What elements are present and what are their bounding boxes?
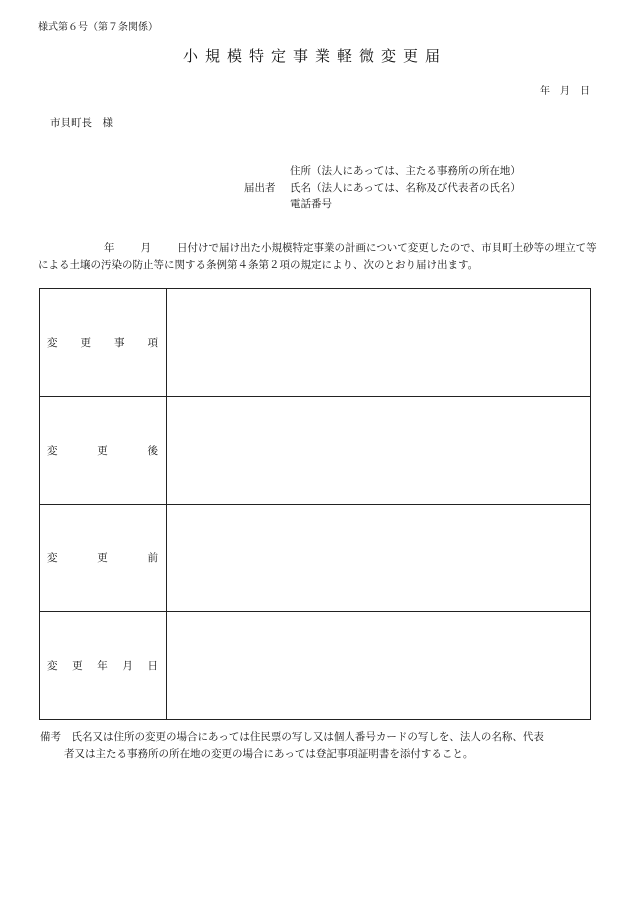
label-char: 変 [47, 552, 58, 565]
document-title: 小規模特定事業軽微変更届 [182, 47, 447, 65]
label-char: 前 [147, 552, 158, 565]
label-char: 月 [122, 660, 133, 673]
form-number: 様式第６号（第７条関係） [38, 22, 158, 33]
row-label-change-item [40, 289, 167, 397]
label-char: 変 [47, 660, 58, 673]
table-row [40, 612, 591, 720]
change-table [39, 288, 591, 720]
label-char: 日 [147, 660, 158, 673]
row-label-before-change [40, 504, 167, 612]
change-item-value[interactable] [167, 289, 591, 397]
addressee: 市貝町長 様 [50, 117, 113, 129]
remarks [40, 729, 604, 763]
label-char: 後 [147, 444, 158, 457]
row-label-change-date [40, 612, 167, 720]
label-char: 事 [114, 336, 125, 349]
applicant-address-line: 住所（法人にあっては、主たる事務所の所在地） [290, 165, 521, 177]
remarks-line-2: 者又は主たる事務所の所在地の変更の場合にあっては登記事項証明書を添付すること。 [64, 748, 474, 760]
label-char: 変 [47, 444, 58, 457]
body-paragraph [38, 240, 604, 274]
body-year: 年 [104, 242, 115, 254]
remarks-line-1: 備考 氏名又は住所の変更の場合にあっては住民票の写し又は個人番号カードの写しを、法人の名称、代表 [40, 731, 544, 743]
before-change-value[interactable] [167, 504, 591, 612]
body-text: 日付けで届け出た小規模特定事業の計画について変更したので、市貝町土砂等の埋立て等による土壌の汚染の防止等に関する条例第４条第２項の規定により、次のとおり届け出ます。 [38, 242, 597, 271]
change-date-value[interactable] [167, 612, 591, 720]
label-char: 更 [97, 552, 108, 565]
label-char: 年 [97, 660, 108, 673]
table-row [40, 396, 591, 504]
after-change-value[interactable] [167, 396, 591, 504]
table-row [40, 504, 591, 612]
submission-date: 年 月 日 [540, 86, 590, 97]
label-char: 更 [80, 336, 91, 349]
label-char: 項 [147, 336, 158, 349]
label-char: 更 [97, 444, 108, 457]
applicant-name-line: 氏名（法人にあっては、名称及び代表者の氏名） [290, 182, 521, 194]
label-char: 更 [72, 660, 83, 673]
row-label-after-change [40, 396, 167, 504]
body-month: 月 [140, 242, 151, 254]
label-char: 変 [47, 336, 58, 349]
table-row [40, 289, 591, 397]
applicant-phone-line: 電話番号 [290, 198, 332, 210]
applicant-label: 届出者 [244, 182, 276, 194]
